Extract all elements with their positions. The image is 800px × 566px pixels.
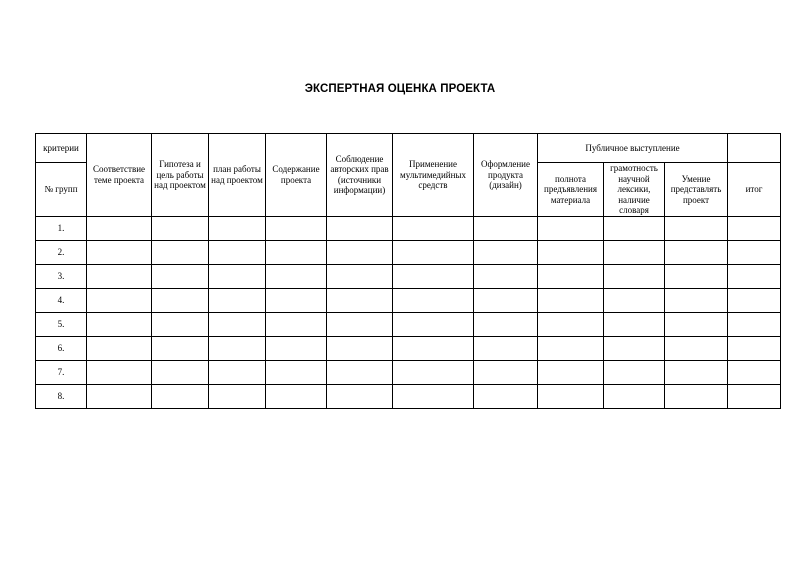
score-cell[interactable]	[538, 264, 604, 288]
header-criterion-1: Соответствие теме проекта	[87, 134, 152, 217]
score-cell[interactable]	[327, 216, 393, 240]
table-row	[36, 312, 781, 336]
score-cell[interactable]	[87, 288, 152, 312]
header-criterion-6: Применение мультимедийных средств	[393, 134, 474, 217]
score-cell[interactable]	[327, 288, 393, 312]
score-cell[interactable]	[604, 312, 665, 336]
header-subcriterion-1: полнота предъявления материала	[538, 163, 604, 217]
header-criterion-5: Соблюдение авторских прав (источники информации)	[327, 134, 393, 217]
score-cell[interactable]	[665, 264, 728, 288]
score-cell[interactable]	[87, 336, 152, 360]
score-cell[interactable]	[393, 288, 474, 312]
score-cell[interactable]	[474, 312, 538, 336]
header-total: итог	[728, 163, 781, 217]
score-cell[interactable]	[538, 216, 604, 240]
score-cell[interactable]	[393, 240, 474, 264]
score-cell[interactable]	[665, 288, 728, 312]
score-cell[interactable]	[604, 360, 665, 384]
score-cell[interactable]	[665, 360, 728, 384]
score-cell[interactable]	[209, 384, 266, 408]
score-cell[interactable]	[266, 360, 327, 384]
group-number: 2.	[36, 240, 87, 264]
score-cell[interactable]	[393, 384, 474, 408]
corner-criteria-label: критерии	[36, 134, 87, 163]
score-cell[interactable]	[266, 264, 327, 288]
score-cell[interactable]	[665, 312, 728, 336]
group-number: 7.	[36, 360, 87, 384]
score-cell[interactable]	[209, 336, 266, 360]
score-cell[interactable]	[266, 288, 327, 312]
group-number: 4.	[36, 288, 87, 312]
group-number: 6.	[36, 336, 87, 360]
score-cell[interactable]	[538, 360, 604, 384]
score-cell[interactable]	[393, 336, 474, 360]
score-cell[interactable]	[538, 240, 604, 264]
score-cell[interactable]	[604, 336, 665, 360]
header-criterion-2: Гипотеза и цель работы над проектом	[152, 134, 209, 217]
score-cell[interactable]	[152, 216, 209, 240]
score-cell[interactable]	[538, 288, 604, 312]
expert-evaluation-table	[35, 133, 781, 409]
score-cell[interactable]	[728, 288, 781, 312]
score-cell[interactable]	[266, 312, 327, 336]
score-cell[interactable]	[604, 240, 665, 264]
score-cell[interactable]	[209, 288, 266, 312]
score-cell[interactable]	[665, 216, 728, 240]
score-cell[interactable]	[87, 360, 152, 384]
score-cell[interactable]	[152, 360, 209, 384]
score-cell[interactable]	[152, 240, 209, 264]
score-cell[interactable]	[87, 216, 152, 240]
score-cell[interactable]	[538, 384, 604, 408]
score-cell[interactable]	[474, 384, 538, 408]
score-cell[interactable]	[266, 384, 327, 408]
table-row	[36, 216, 781, 240]
table-row	[36, 264, 781, 288]
score-cell[interactable]	[728, 240, 781, 264]
score-cell[interactable]	[604, 288, 665, 312]
header-public-speaking: Публичное выступление	[538, 134, 728, 163]
score-cell[interactable]	[152, 384, 209, 408]
score-cell[interactable]	[728, 384, 781, 408]
header-criterion-3: план работы над проектом	[209, 134, 266, 217]
score-cell[interactable]	[665, 384, 728, 408]
document-title: ЭКСПЕРТНАЯ ОЦЕНКА ПРОЕКТА	[304, 83, 496, 95]
table-row	[36, 288, 781, 312]
score-cell[interactable]	[266, 216, 327, 240]
score-cell[interactable]	[327, 312, 393, 336]
score-cell[interactable]	[393, 360, 474, 384]
score-cell[interactable]	[87, 312, 152, 336]
score-cell[interactable]	[604, 216, 665, 240]
score-cell[interactable]	[209, 240, 266, 264]
header-total-top-blank	[728, 134, 781, 163]
group-rows	[36, 216, 781, 408]
header-criterion-4: Содержание проекта	[266, 134, 327, 217]
score-cell[interactable]	[87, 264, 152, 288]
score-cell[interactable]	[474, 216, 538, 240]
score-cell[interactable]	[393, 264, 474, 288]
score-cell[interactable]	[327, 384, 393, 408]
score-cell[interactable]	[152, 336, 209, 360]
header-subcriterion-2: грамотность научной лексики, наличие словаря	[604, 163, 665, 217]
score-cell[interactable]	[604, 384, 665, 408]
group-number: 5.	[36, 312, 87, 336]
score-cell[interactable]	[327, 264, 393, 288]
score-cell[interactable]	[474, 360, 538, 384]
score-cell[interactable]	[538, 312, 604, 336]
score-cell[interactable]	[152, 288, 209, 312]
score-cell[interactable]	[728, 312, 781, 336]
score-cell[interactable]	[728, 216, 781, 240]
group-number: 3.	[36, 264, 87, 288]
table-row	[36, 336, 781, 360]
score-cell[interactable]	[728, 360, 781, 384]
corner-groups-label: № групп	[36, 163, 87, 217]
score-cell[interactable]	[266, 240, 327, 264]
score-cell[interactable]	[474, 240, 538, 264]
score-cell[interactable]	[474, 264, 538, 288]
score-cell[interactable]	[538, 336, 604, 360]
score-cell[interactable]	[393, 216, 474, 240]
table-row	[36, 360, 781, 384]
score-cell[interactable]	[87, 240, 152, 264]
score-cell[interactable]	[209, 264, 266, 288]
score-cell[interactable]	[327, 360, 393, 384]
score-cell[interactable]	[209, 216, 266, 240]
score-cell[interactable]	[604, 264, 665, 288]
score-cell[interactable]	[393, 312, 474, 336]
score-cell[interactable]	[152, 264, 209, 288]
table-row	[36, 384, 781, 408]
score-cell[interactable]	[728, 336, 781, 360]
score-cell[interactable]	[209, 312, 266, 336]
score-cell[interactable]	[474, 288, 538, 312]
table-row	[36, 240, 781, 264]
score-cell[interactable]	[209, 360, 266, 384]
score-cell[interactable]	[327, 240, 393, 264]
score-cell[interactable]	[266, 336, 327, 360]
score-cell[interactable]	[728, 264, 781, 288]
header-criterion-7: Оформление продукта (дизайн)	[474, 134, 538, 217]
score-cell[interactable]	[665, 336, 728, 360]
header-subcriterion-3: Умение представлять проект	[665, 163, 728, 217]
score-cell[interactable]	[327, 336, 393, 360]
group-number: 1.	[36, 216, 87, 240]
score-cell[interactable]	[87, 384, 152, 408]
group-number: 8.	[36, 384, 87, 408]
score-cell[interactable]	[474, 336, 538, 360]
score-cell[interactable]	[152, 312, 209, 336]
score-cell[interactable]	[665, 240, 728, 264]
